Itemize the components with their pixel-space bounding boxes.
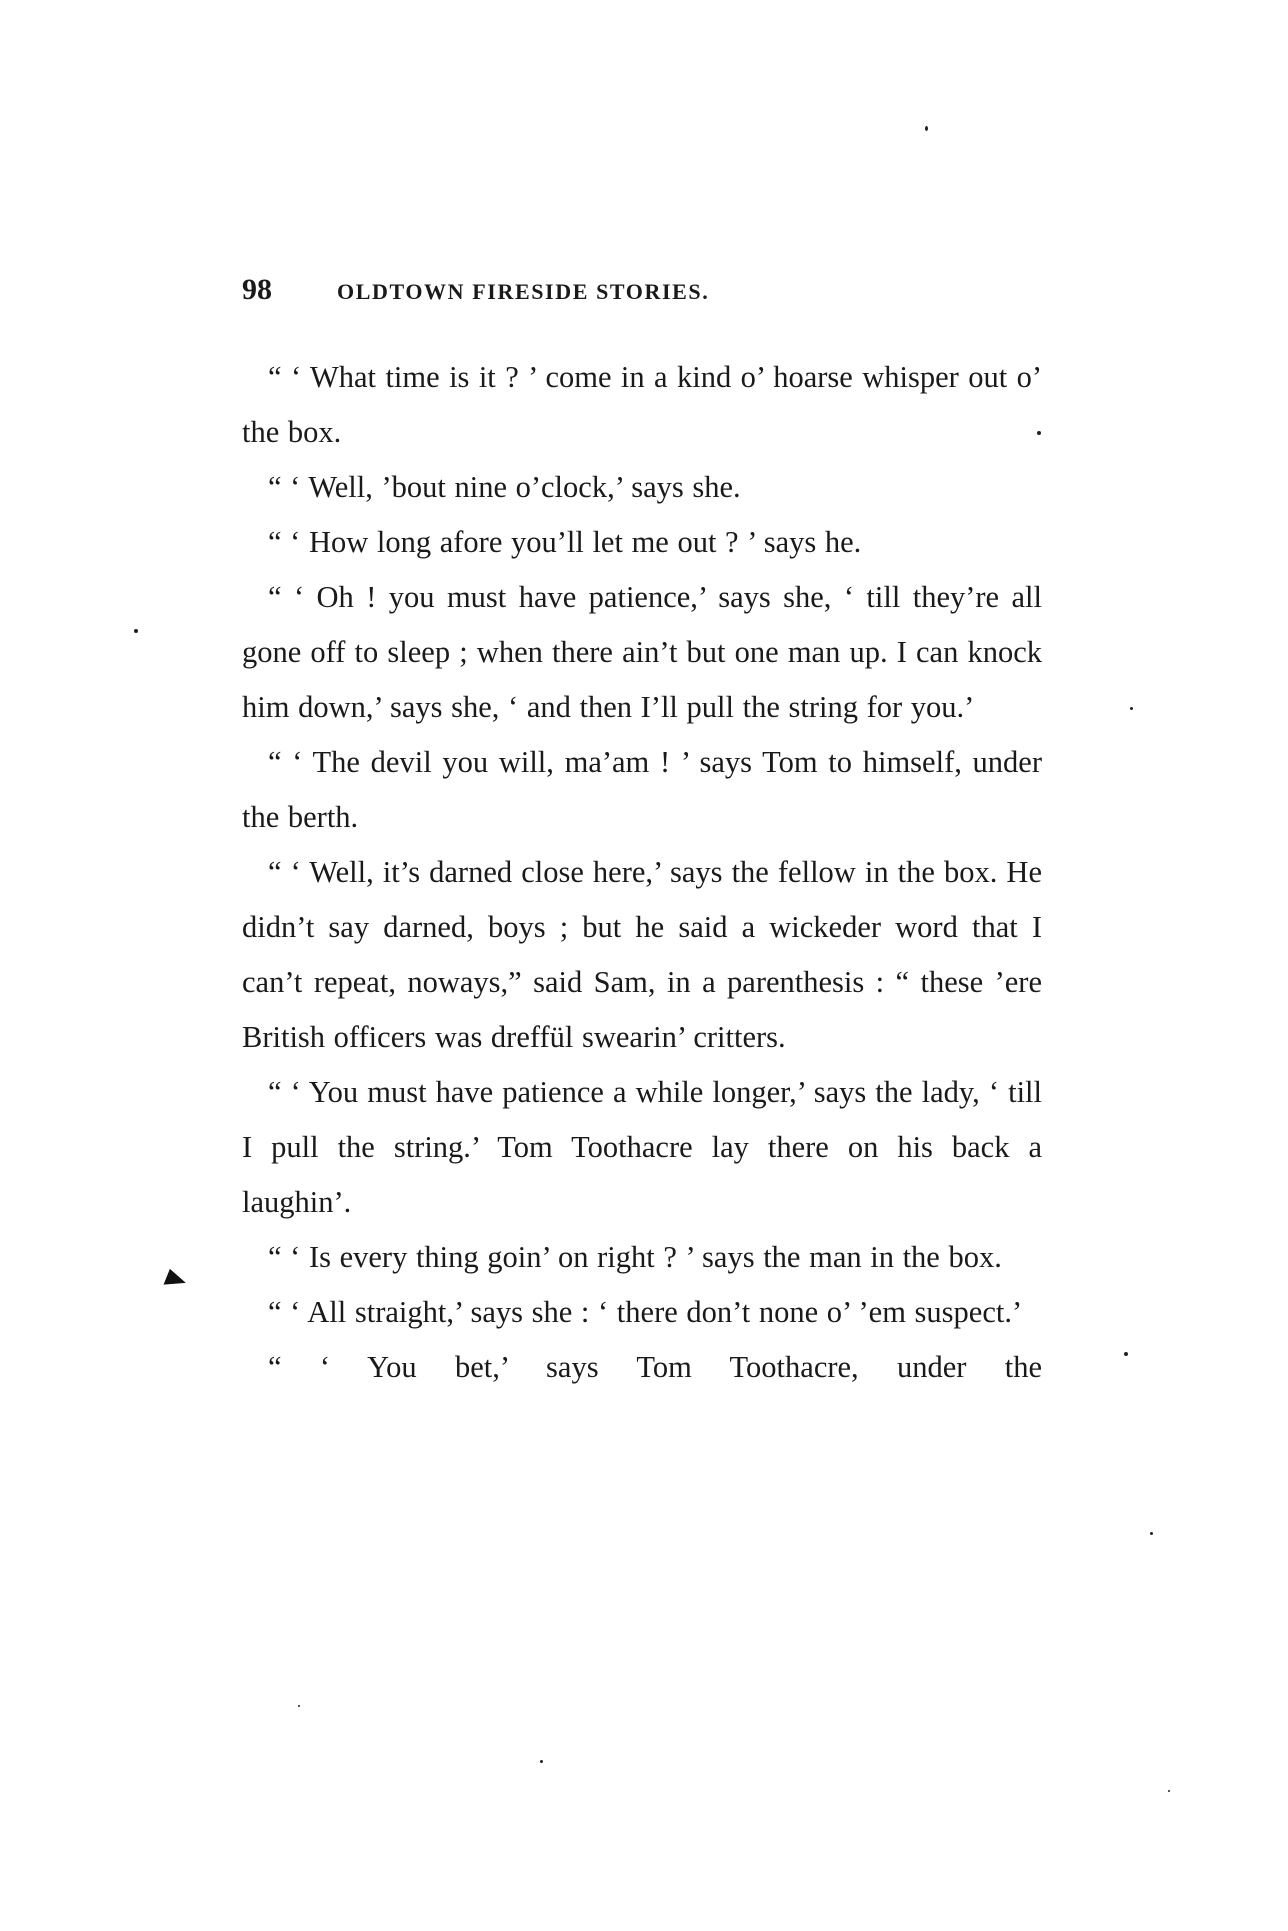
- paragraph: “ ‘ You must have patience a while longer,’ says the lady, ‘ till I pull the string.’ Tom Toothacre lay there on his back a laughin’.: [242, 1075, 1042, 1219]
- scan-speck: [925, 126, 928, 131]
- scan-speck: [1168, 1790, 1170, 1792]
- page-header: [242, 270, 1042, 310]
- paragraph: “ ‘ Well, ’bout nine o’clock,’ says she.: [268, 470, 741, 504]
- paragraph: “ ‘ How long afore you’ll let me out ? ’ says he.: [268, 525, 862, 559]
- scan-mark-arrow: [164, 1269, 189, 1292]
- scan-speck: [540, 1760, 543, 1763]
- scan-speck: [1150, 1532, 1153, 1535]
- paragraph: “ ‘ Oh ! you must have patience,’ says she, ‘ till they’re all gone off to sleep ; when there ain’t but one man up. I can knock him down,’ says she, ‘ and then I’ll pull the string for you.’: [242, 580, 1042, 724]
- scan-speck: [1124, 1352, 1128, 1356]
- scan-speck: [1037, 431, 1041, 435]
- scan-speck: [298, 1705, 300, 1707]
- body-text: [242, 350, 1042, 1395]
- page-number: 98: [242, 273, 272, 306]
- paragraph: “ ‘ You bet,’ says Tom Toothacre, under the: [268, 1350, 1042, 1384]
- paragraph: “ ‘ What time is it ? ’ come in a kind o’ hoarse whisper out o’ the box.: [242, 360, 1042, 449]
- paragraph: “ ‘ Well, it’s darned close here,’ says the fellow in the box. He didn’t say darned, boys ; but he said a wickeder word that I can’t repeat, noways,” said Sam, in a parenthesis : “ these ’ere British officers was dreffül swearin’ critters.: [242, 855, 1042, 1054]
- scan-speck: [1130, 707, 1133, 710]
- scan-speck: [134, 629, 138, 633]
- paragraph: “ ‘ All straight,’ says she : ‘ there don’t none o’ ’em suspect.’: [268, 1295, 1023, 1329]
- running-head: OLDTOWN FIRESIDE STORIES.: [337, 279, 710, 304]
- paragraph: “ ‘ The devil you will, ma’am ! ’ says Tom to himself, under the berth.: [242, 745, 1042, 834]
- paragraph: “ ‘ Is every thing goin’ on right ? ’ says the man in the box.: [268, 1240, 1002, 1274]
